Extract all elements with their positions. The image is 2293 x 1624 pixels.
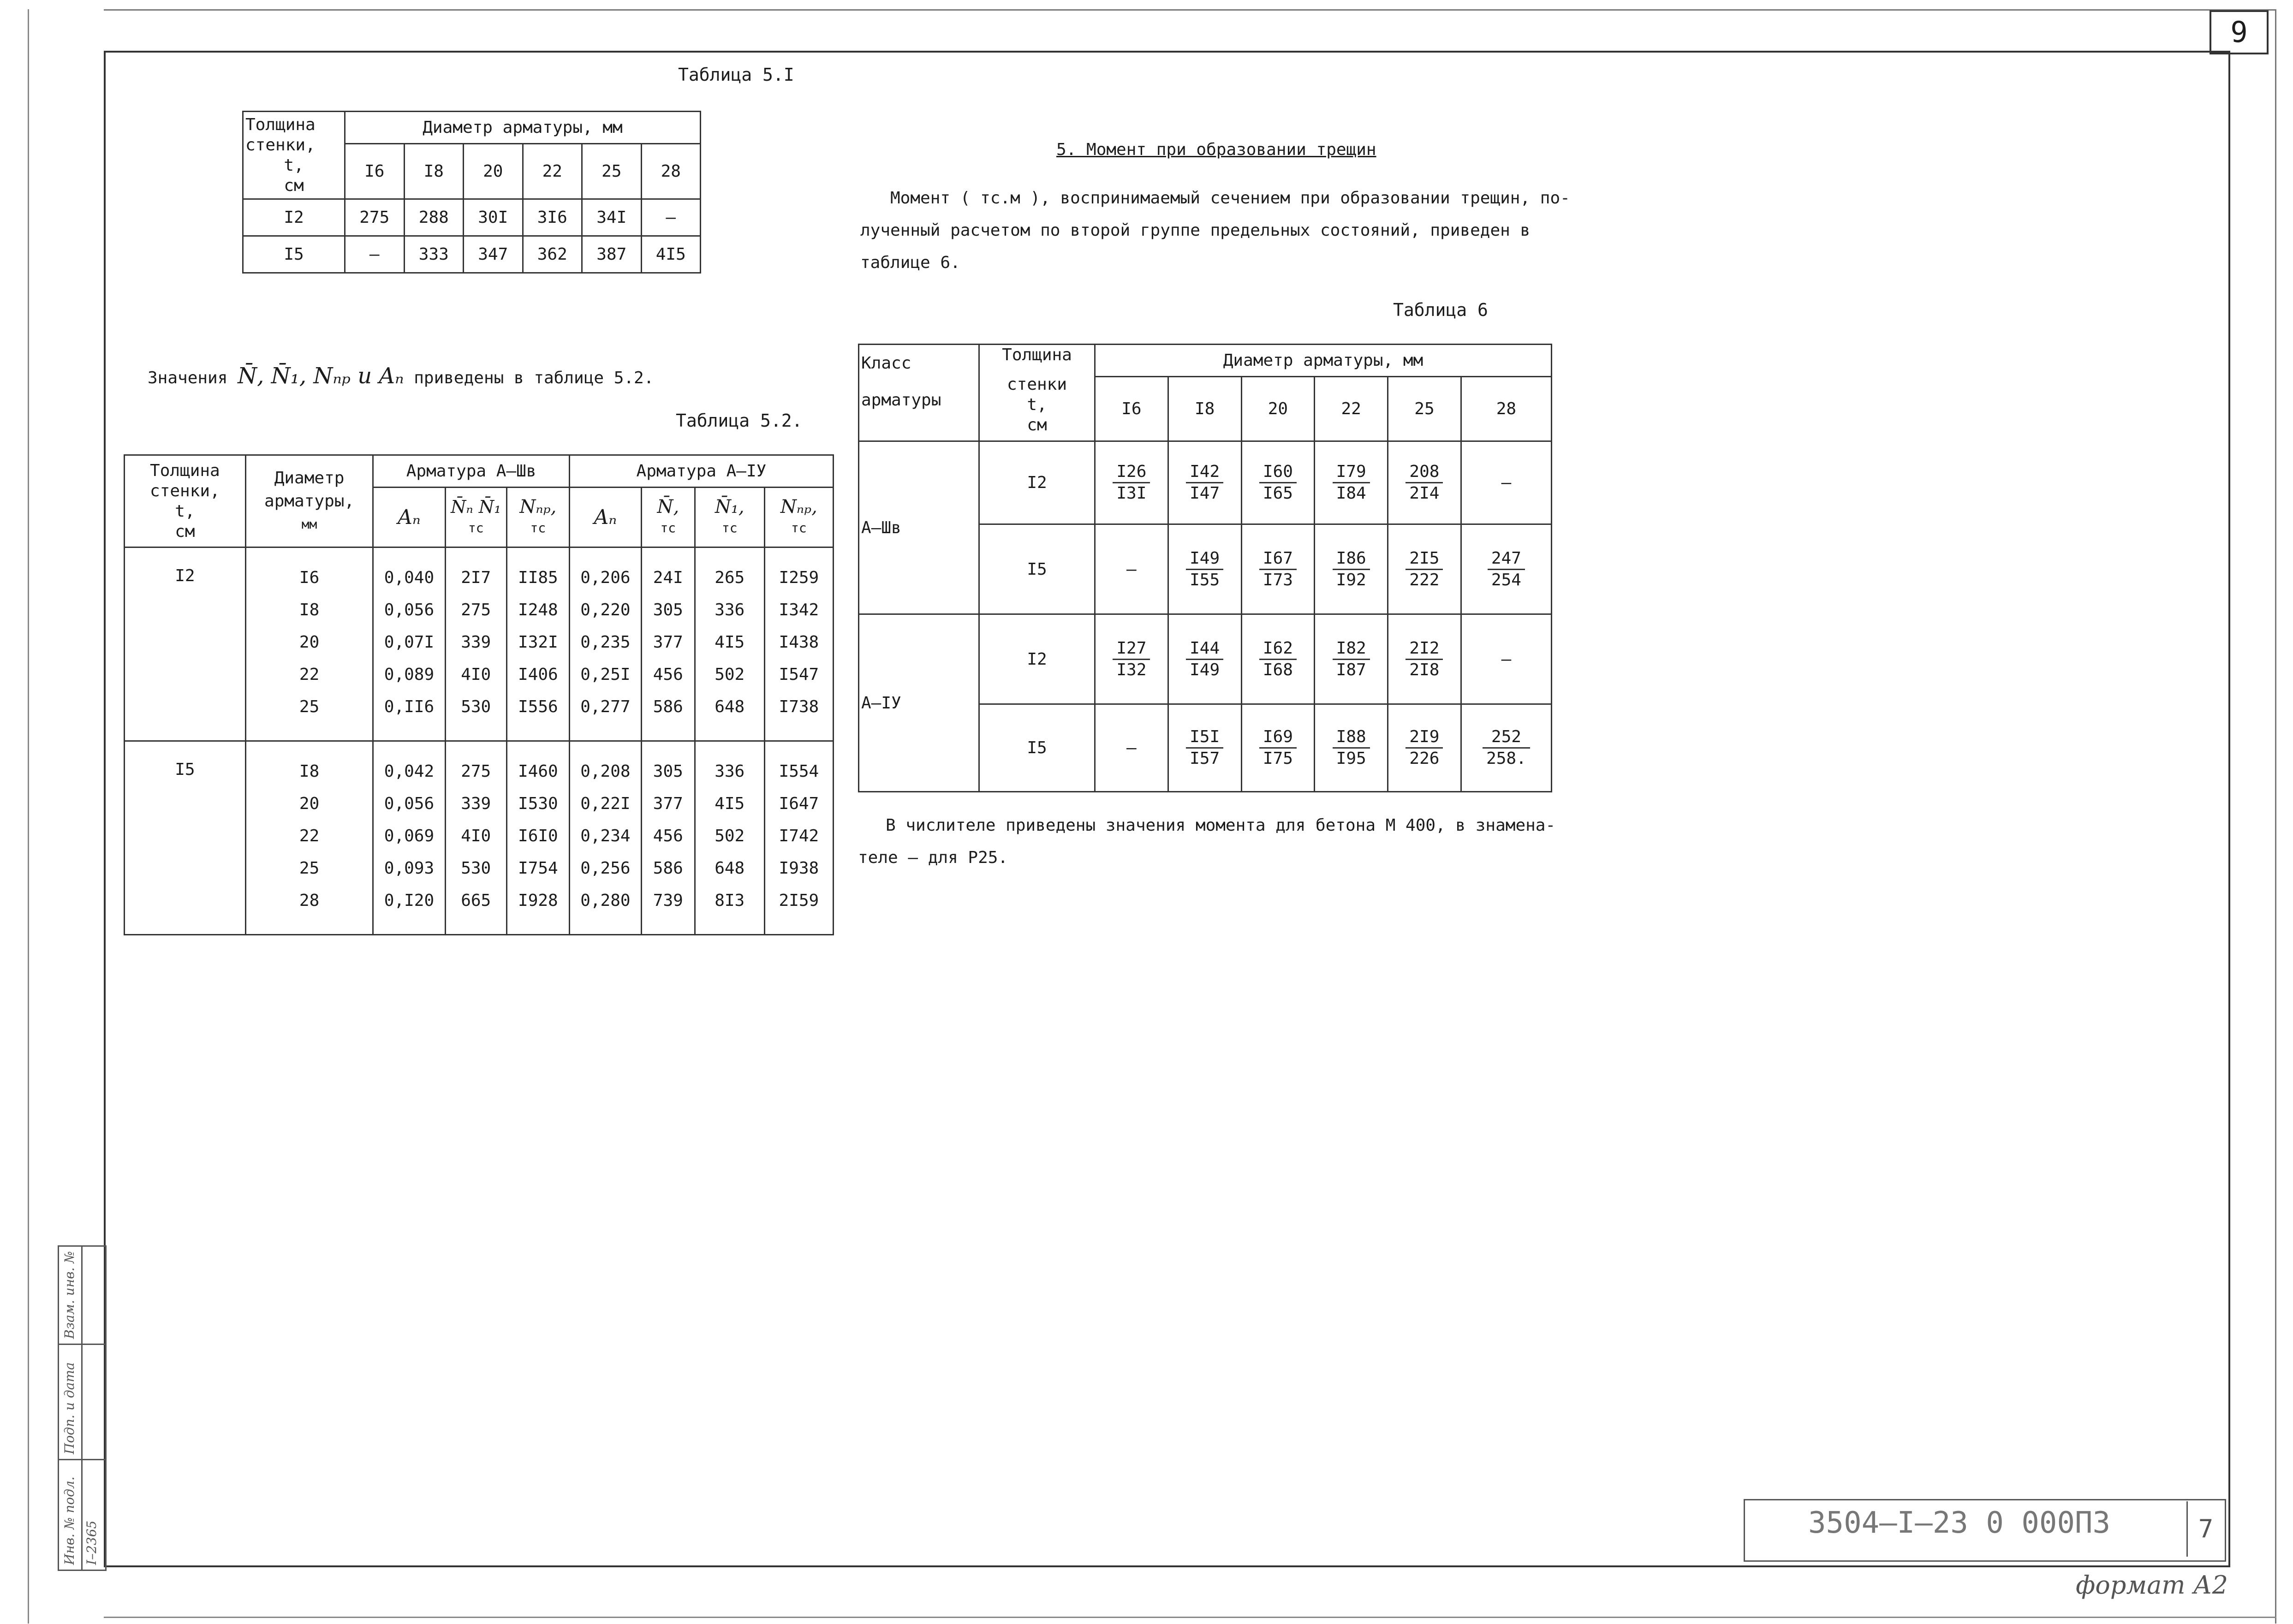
table-6-t: I2 [979, 614, 1095, 704]
section-5-heading: 5. Момент при образовании трещин [1056, 140, 1376, 159]
table-6-cell: $\frac{2I2}{2I8}$ [1388, 614, 1461, 704]
table-5-2-col: 265 336 4I5 502 648 [695, 547, 764, 741]
outer-border-right [2275, 9, 2276, 1624]
table-5-2-col: 275 339 4I0 530 665 [445, 741, 506, 935]
table-6-cell: $\frac{I49}{I55}$ [1168, 524, 1241, 614]
section-5-line-2: лученный расчетом по второй группе предельных состояний, приведен в [860, 221, 1531, 240]
table-6-d-18: I8 [1168, 377, 1241, 441]
table-5-2-col: 305 377 456 586 739 [641, 741, 695, 935]
table-5-1-d-25: 25 [582, 144, 642, 199]
table-6-class-a3v: А–Шв [859, 441, 979, 614]
table-6-t: I5 [979, 524, 1095, 614]
table-5-1-d-20: 20 [464, 144, 523, 199]
table-6-d-20: 20 [1241, 377, 1315, 441]
table-5-2-thickness-header: Толщина стенки, t, см [125, 455, 246, 547]
outer-border-top [104, 9, 2276, 11]
table-6-cell: – [1095, 524, 1168, 614]
table-5-1-caption: Таблица 5.I [678, 65, 794, 85]
table-6-caption: Таблица 6 [1393, 300, 1488, 320]
table-6-d-25: 25 [1388, 377, 1461, 441]
table-6-footnote-1: В числителе приведены значения момента для бетона М 400, в знамена- [886, 816, 1556, 835]
table-5-2-group-a3v: Арматура А–Шв [373, 455, 569, 488]
table-6-d-28: 28 [1461, 377, 1551, 441]
table-5-2-col: I8 20 22 25 28 [245, 741, 373, 935]
table-6-cell: – [1095, 704, 1168, 792]
table-6-cell: $\frac{2I9}{226}$ [1388, 704, 1461, 792]
table-6-d-22: 22 [1315, 377, 1388, 441]
table-5-2-col: I6 I8 20 22 25 [245, 547, 373, 741]
table-6-cell: $\frac{I79}{I84}$ [1315, 441, 1388, 524]
table-6-cell: $\frac{247}{254}$ [1461, 524, 1551, 614]
table-5-1-d-22: 22 [523, 144, 582, 199]
table-5-2-col: II85 I248 I32I I406 I556 [506, 547, 569, 741]
table-5-1-d-18: I8 [404, 144, 464, 199]
table-5-1-cell: 347 [464, 236, 523, 273]
sidebar-inv-number: I–2365 [84, 1520, 99, 1565]
table-5-2-sub-npr: Nₙₚ, тс [506, 488, 569, 547]
table-5-2 [124, 454, 834, 935]
table-5-1-row-15-t: I5 [243, 236, 345, 273]
table-5-1-cell: 333 [404, 236, 464, 273]
table-6-cell: $\frac{2I5}{222}$ [1388, 524, 1461, 614]
table-6-cell: $\frac{I5I}{I57}$ [1168, 704, 1241, 792]
table-5-2-col: 0,042 0,056 0,069 0,093 0,I20 [373, 741, 445, 935]
table-6-cell: $\frac{I44}{I49}$ [1168, 614, 1241, 704]
table-5-2-group-row [125, 547, 834, 741]
table-6-cell: – [1461, 614, 1551, 704]
table-6-cell: $\frac{I26}{I3I}$ [1095, 441, 1168, 524]
table-6-d-16: I6 [1095, 377, 1168, 441]
table-5-1-cell: 387 [582, 236, 642, 273]
sheet-number: 7 [2186, 1501, 2224, 1557]
table-6-diameter-header: Диаметр арматуры, мм [1095, 345, 1552, 377]
table-5-1-cell: – [641, 199, 701, 236]
table-5-2-sub-n1-2: N̄₁, тс [695, 488, 764, 547]
table-6-cell: $\frac{I42}{I47}$ [1168, 441, 1241, 524]
table-6-cell: $\frac{I60}{I65}$ [1241, 441, 1315, 524]
section-5-line-1: Момент ( тс.м ), воспринимаемый сечением при образовании трещин, по- [890, 189, 1570, 208]
table-5-2-col: 0,206 0,220 0,235 0,25I 0,277 [569, 547, 641, 741]
table-6-footnote-2: теле – для Р25. [858, 848, 1008, 867]
table-6-cell: $\frac{I69}{I75}$ [1241, 704, 1315, 792]
table-5-2-note: Значения N̄, N̄₁, Nₙₚ и Aₙ приведены в таблице 5.2. [148, 363, 654, 389]
sidebar-label-1: Взам. инв. № [62, 1251, 77, 1339]
table-6-cell: $\frac{252}{258.}$ [1461, 704, 1551, 792]
table-5-1-d-16: I6 [345, 144, 405, 199]
table-5-2-diameter-header: Диаметр арматуры, мм [245, 455, 373, 547]
table-6-thickness-header: Толщина стенки t, см [979, 345, 1095, 441]
table-5-2-sub-n-2: N̄, тс [641, 488, 695, 547]
table-6-cell: $\frac{I82}{I87}$ [1315, 614, 1388, 704]
table-5-1-cell: 30I [464, 199, 523, 236]
outer-border-bottom [104, 1617, 2276, 1618]
table-5-1-cell: 362 [523, 236, 582, 273]
table-6-cell: $\frac{I86}{I92}$ [1315, 524, 1388, 614]
table-5-1-cell: 3I6 [523, 199, 582, 236]
table-6-class-header: Класс арматуры [859, 345, 979, 441]
table-6-cell: $\frac{I88}{I95}$ [1315, 704, 1388, 792]
table-5-1-cell: 288 [404, 199, 464, 236]
table-5-2-group-a4: Арматура А–IУ [569, 455, 833, 488]
table-5-1-row-12-t: I2 [243, 199, 345, 236]
table-5-1-diameter-header: Диаметр арматуры, мм [345, 112, 701, 144]
table-6-class-a4: А–IУ [859, 614, 979, 792]
table-5-2-col: I259 I342 I438 I547 I738 [764, 547, 833, 741]
table-5-2-group-t: I5 [125, 741, 246, 935]
table-6-t: I2 [979, 441, 1095, 524]
table-5-2-col: I460 I530 I6I0 I754 I928 [506, 741, 569, 935]
table-5-1-cell: – [345, 236, 405, 273]
sidebar-label-2: Подп. и дата [62, 1362, 77, 1454]
format-label: формат А2 [2076, 1570, 2228, 1600]
table-5-2-group-row [125, 741, 834, 935]
table-5-2-col: 0,040 0,056 0,07I 0,089 0,II6 [373, 547, 445, 741]
table-6-cell: $\frac{208}{2I4}$ [1388, 441, 1461, 524]
sidebar-stamp [58, 1245, 107, 1571]
table-5-2-col: 0,208 0,22I 0,234 0,256 0,280 [569, 741, 641, 935]
table-6-cell: $\frac{I62}{I68}$ [1241, 614, 1315, 704]
table-6-cell: $\frac{I27}{I32}$ [1095, 614, 1168, 704]
table-5-2-caption: Таблица 5.2. [676, 410, 803, 431]
table-6 [858, 344, 1552, 792]
table-5-2-col: 2I7 275 339 4I0 530 [445, 547, 506, 741]
table-5-2-sub-npr-2: Nₙₚ, тс [764, 488, 833, 547]
table-5-2-sub-n: N̄ₙ N̄₁ тс [445, 488, 506, 547]
table-5-1-cell: 275 [345, 199, 405, 236]
table-6-cell: – [1461, 441, 1551, 524]
table-5-2-sub-an: Aₙ [373, 488, 445, 547]
table-5-1-thickness-header: Толщина стенки, t, см [243, 112, 345, 199]
table-6-cell: $\frac{I67}{I73}$ [1241, 524, 1315, 614]
outer-border-left [28, 9, 29, 1624]
table-6-t: I5 [979, 704, 1095, 792]
table-5-2-col: 336 4I5 502 648 8I3 [695, 741, 764, 935]
table-5-1-d-28: 28 [641, 144, 701, 199]
document-code: 3504–I–23 0 000ПЗ [1808, 1506, 2111, 1540]
table-5-2-group-t: I2 [125, 547, 246, 741]
table-5-1-cell: 34I [582, 199, 642, 236]
table-5-2-sub-an-2: Aₙ [569, 488, 641, 547]
table-5-2-col: I554 I647 I742 I938 2I59 [764, 741, 833, 935]
section-5-line-3: таблице 6. [860, 253, 960, 272]
sidebar-label-3: Инв. № подл. [62, 1476, 77, 1565]
table-5-1 [242, 111, 701, 274]
page-number: 9 [2210, 10, 2269, 54]
table-5-1-cell: 4I5 [641, 236, 701, 273]
table-5-2-col: 24I 305 377 456 586 [641, 547, 695, 741]
